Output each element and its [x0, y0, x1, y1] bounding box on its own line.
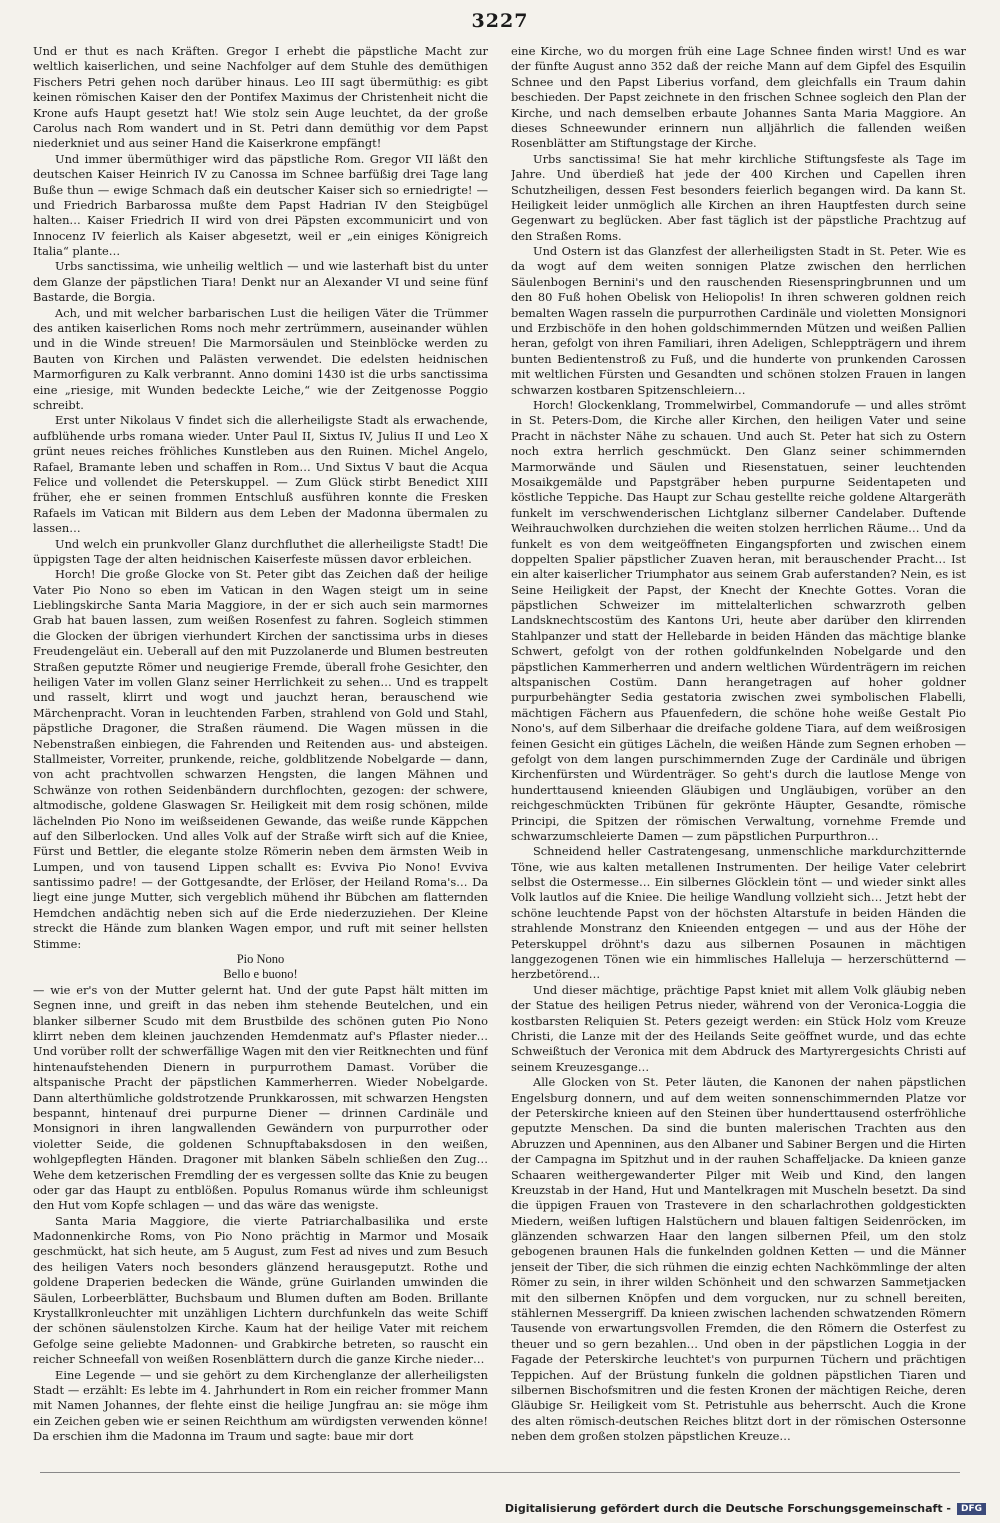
- paragraph: Urbs sanctissima, wie unheilig weltlich — und wie lasterhaft bist du unter dem Glanze der päpstlichen Tiara! Denkt nur an Alexander VI und seine fünf Bastarde, die Borgia.: [33, 259, 488, 305]
- paragraph: Ach, und mit welcher barbarischen Lust die heiligen Väter die Trümmer des antiken kaiserlichen Roms noch mehr zertrümmern, auseinander wühlen und in die Winde streuen! Die Marmorsäulen und Steinblöcke werden zu Bauten von Kirchen und Palästen verwendet. Die edelsten heidnischen Marmorfiguren zu Kalk verbrannt. Anno domini 1430 ist die urbs sanctissima eine „riesige, mit Wunden bedeckte Leiche,“ wie der Zeitgenosse Poggio schreibt.: [33, 305, 488, 412]
- right-column: [511, 44, 966, 1454]
- paragraph: Und immer übermüthiger wird das päpstliche Rom. Gregor VII läßt den deutschen Kaiser Heinrich IV zu Canossa im Schnee barfüßig drei Tage lang Buße thun — ewige Schmach daß ein deutscher Kaiser sich so erniedrigte! — und Friedrich Barbarossa mußte dem Papst Hadrian IV den Steigbügel halten… Kaiser Friedrich II wird von drei Päpsten excommunicirt und von Innocenz IV feierlich als Kaiser abgesetzt, weil er „ein einiges Königreich Italia“ plante…: [33, 151, 488, 259]
- paragraph: Horch! Die große Glocke von St. Peter gibt das Zeichen daß der heilige Vater Pio Nono so eben im Vatican in den Wagen steigt um in seine Lieblingskirche Santa Maria Maggiore, in der er sich auch sein marmornes Grab hat bauen lassen, zum weißen Rosenfest zu fahren. Sogleich stimmen die Glocken der übrigen vierhundert Kirchen der sanctissima urbs in dieses Freudengeläut ein. Ueberall auf den mit Puzzolanerde und Blumen bestreuten Straßen geputzte Römer und neugierige Fremde, überall frohe Gesichter, den heiligen Vater im vollen Glanz seiner Herrlichkeit zu sehen… Und es trappelt und rasselt, klirrt und wogt und jauchzt heran, berauschend wie Märchenpracht. Voran in leuchtenden Farben, strahlend von Gold und Stahl, päpstliche Dragoner, die Straßen räumend. Die Wagen müssen in die Nebenstraßen einbiegen, die Fahrenden und Reitenden aus- und absteigen. Stallmeister, Vorreiter, prunkende, reiche, goldblitzende Nobelgarde — dann, von acht prachtvollen schwarzen Hengsten, die langen Mähnen und Schwänze von rothen Seidenbändern durchflochten, gezogen: der schwere, altmodische, goldene Glaswagen Sr. Heiligkeit mit dem rosig schönen, milde lächelnden Pio Nono im weißseidenen Gewande, das weiße runde Käppchen auf den Silberlocken. Und alles Volk auf der Straße wirft sich auf die Kniee, Fürst und Bettler, die elegante stolze Römerin neben dem ärmsten Weib in Lumpen, und von tausend Lippen schallt es: Evviva Pio Nono! Evviva santissimo padre! — der Gottgesandte, der Erlöser, der Heiland Roma's… Da liegt eine junge Mutter, sich vergeblich mühend ihr Bübchen am flatternden Hemdchen andächtig neben sich auf die Erde niederzuziehen. Der Kleine streckt die Hände zum blanken Wagen empor, und ruft mit seiner hellsten Stimme:: [33, 567, 488, 951]
- paragraph: Erst unter Nikolaus V findet sich die allerheiligste Stadt als erwachende, aufblühende urbs romana wieder. Unter Paul II, Sixtus IV, Julius II und Leo X grünt neues reiches fröhliches Kunstleben aus den Ruinen. Michel Angelo, Rafael, Bramante leben und schaffen in Rom… Und Sixtus V baut die Acqua Felice und vollendet die Peterskuppel. — Zum Glück stirbt Benedict XIII früher, ehe er seinen frommen Entschluß ausführen konnte die Fresken Rafaels im Vatican mit Bildern aus dem Leben der Madonna übermalen zu lassen…: [33, 413, 488, 536]
- paragraph: Alle Glocken von St. Peter läuten, die Kanonen der nahen päpstlichen Engelsburg donnern, und auf dem weiten sonnenschimmernden Platze vor der Peterskirche knieen auf den Steinen über hunderttausend osterfröhliche geputzte Menschen. Da sind die bunten malerischen Trachten aus den Abruzzen und Apenninen, aus den Albaner und Sabiner Bergen und die Hirten der Campagna im Spitzhut und in der rauhen Schaffeljacke. Da knieen ganze Schaaren weithergewanderter Pilger mit Weib und Kind, den langen Kreuzstab in der Hand, Hut und Mantelkragen mit Muscheln besetzt. Da sind die üppigen Frauen von Trastevere in den scharlachrothen goldgestickten Miedern, weißen luftigen Halstüchern und blauen faltigen Seidenröcken, im glänzenden schwarzen Haar den langen silbernen Pfeil, um den stolz gebogenen braunen Hals die funkelnden goldnen Ketten — und die Männer jenseit der Tiber, die sich rühmen die einzig echten Nachkömmlinge der alten Römer zu sein, in ihrer wilden Schönheit und den schwarzen Sammetjacken mit den silbernen Knöpfen und dem vorgucken, nur zu schnell bereiten, stählernen Messergriff. Da knieen zwischen lachenden schwatzenden Römern Tausende von erwartungsvollen Fremden, die den Römern die Osterfest zu theuer und so gern bezahlen… Und oben in der päpstlichen Loggia in der Fagade der Peterskirche leuchtet's von purpurnen Tüchern und prächtigen Teppichen. Auf der Brüstung funkeln die goldnen päpstlichen Tiaren und silbernen Bischofsmitren und die festen Kronen der mächtigen Reiche, deren Gläubige Sr. Heiligkeit vom St. Petristuhle aus beherrscht. Auch die Krone des alten römisch-deutschen Reiches blitzt dort in der römischen Ostersonne neben dem großen stolzen päpstlichen Kreuze…: [511, 1075, 966, 1444]
- paragraph: Santa Maria Maggiore, die vierte Patriarchalbasilika und erste Madonnenkirche Roms, von Pio Nono prächtig in Marmor und Mosaik geschmückt, hat sich heute, am 5 August, zum Fest ad nives und zum Besuch des heiligen Vaters noch besonders glänzend herausgeputzt. Rothe und goldene Draperien bedecken die Wände, grüne Guirlanden umwinden die Säulen, Lorbeerblätter, Buchsbaum und Blumen duften am Boden. Brillante Krystallkronleuchter mit unzähligen Lichtern durchfunkeln das weite Schiff der schönen säulenstolzen Kirche. Kaum hat der heilige Vater mit reichem Gefolge seine geliebte Madonnen- und Grabkirche betreten, so rauscht ein reicher Schneefall von weißen Rosenblättern durch die ganze Kirche nieder…: [33, 1213, 488, 1367]
- paragraph: Und dieser mächtige, prächtige Papst kniet mit allem Volk gläubig neben der Statue des heiligen Petrus nieder, während von der Veronica-Loggia die kostbarsten Reliquien St. Peters gezeigt werden: ein Stück Holz vom Kreuze Christi, die Lanze mit der des Heilands Seite geöffnet wurde, und das echte Schweißtuch der Veronica mit dem Abdruck des Martyrergesichts Christi auf seinem Kreuzesgange…: [511, 982, 966, 1074]
- dfg-logo-icon: DFG: [957, 1503, 986, 1515]
- verse-line: Pio Nono: [236, 952, 285, 967]
- page-number: 3227: [471, 10, 529, 32]
- footer: [505, 1502, 986, 1515]
- paragraph: Und welch ein prunkvoller Glanz durchfluthet die allerheiligste Stadt! Die üppigsten Tage der alten heidnischen Kaiserfeste müssen davor erbleichen.: [33, 536, 488, 566]
- paragraph: Und Ostern ist das Glanzfest der allerheiligsten Stadt in St. Peter. Wie es da wogt auf dem weiten sonnigen Platze zwischen den herrlichen Säulenbogen Bernini's und den rauschenden Riesenspringbrunnen und um den 80 Fuß hohen Obelisk von Heliopolis! In ihren schweren goldnen reich bemalten Wagen rasseln die purpurrothen Cardinäle und violetten Monsignori und Erzbischöfe in den hohen goldschimmernden Mützen und weißen Pallien heran, gefolgt von ihren Familiari, ihren Adeligen, Schleppträgern und ihrem bunten Bedientenstroß zu Fuß, und die hunderte von prunkenden Carossen mit weltlichen Fürsten und Gesandten und schönen stolzen Frauen in langen schwarzen kostbaren Spitzenschleiern…: [511, 244, 966, 397]
- paragraph: Schneidend heller Castratengesang, unmenschliche markdurchzitternde Töne, wie aus kalten metallenen Instrumenten. Der heilige Vater celebrirt selbst die Ostermesse… Ein silbernes Glöcklein tönt — und wieder sinkt alles Volk lautlos auf die Kniee. Die heilige Wandlung vollzieht sich… Jetzt hebt der schöne leuchtende Papst von der höchsten Altarstufe in beiden Händen die strahlende Monstranz den Knieenden entgegen — und aus der Höhe der Peterskuppel dröhnt's dazu aus silbernen Posaunen in mächtigen langgezogenen Tönen wie ein himmlisches Halleluja — herzerschütternd — herzbetörend…: [511, 844, 966, 982]
- paragraph: Horch! Glockenklang, Trommelwirbel, Commandorufe — und alles strömt in St. Peters-Dom, die Kirche aller Kirchen, den heiligen Vater und seine Pracht in nächster Nähe zu schauen. Und auch St. Peter hat sich zu Ostern noch extra herrlich geschmückt. Den Glanz seiner schimmernden Marmorwände und Säulen und Riesenstatuen, seiner leuchtenden Mosaikgemälde und Papstgräber heben purpurne Seidentapeten und köstliche Teppiche. Das Haupt zur Schau gestellte reiche goldene Altargeräth funkelt im verschwenderischen Lichtglanz silberner Candelaber. Duftende Weihrauchwolken durchziehen die weiten stolzen herrlichen Räume… Und da funkelt es von dem weitgeöffneten Eingangspforten und zwischen einem doppelten Spalier päpstlicher Zuaven heran, mit berauschender Pracht… Ist ein alter kaiserlicher Triumphator aus seinem Grab auferstanden? Nein, es ist Seine Heiligkeit der Papst, der Knecht der Knechte Gottes. Voran die päpstlichen Schweizer im mittelalterlichen schwarzroth gelben Landsknechtscostüm des Kantons Uri, heute aber darüber den klirrenden Stahlpanzer und statt der Hellebarde in beiden Händen das mächtige blanke Schwert, gefolgt von der rothen goldfunkelnden Nobelgarde und den päpstlichen Kammerherren und andern weltlichen Würdenträgern im reichen altspanischen Costüm. Dann herangetragen auf hoher goldner purpurbehängter Sedia gestatoria zwischen zwei symbolischen Flabelli, mächtigen Fächern aus Pfauenfedern, die schöne hohe weiße Gestalt Pio Nono's, auf dem Silberhaar die dreifache goldene Tiara, auf dem weißrosigen feinen Gesicht ein gütiges Lächeln, die weißen Hände zum Segnen erhoben — gefolgt von dem langen purschimmernden Zuge der Cardinäle und übrigen Kirchenfürsten und Würdenträger. So geht's durch die lautlose Menge von hunderttausend knieenden Gläubigen und Ungläubigen, vorüber an den reichgeschmückten Tribünen für gekrönte Häupter, Gesandte, römische Principi, die Spitzen der römischen Verwaltung, vornehme Fremde und schwarzumschleierte Damen — zum päpstlichen Purpurthron…: [511, 397, 966, 843]
- footer-text: Digitalisierung gefördert durch die Deutsche Forschungsgemeinschaft -: [504, 1502, 951, 1515]
- paragraph: — wie er's von der Mutter gelernt hat. Und der gute Papst hält mitten im Segnen inne, und greift in das neben ihm stehende Beutelchen, und ein blanker silberner Scudo mit dem Brustbilde des schönen guten Pio Nono klirrt neben dem kleinen jauchzenden Hemdenmatz auf's Pflaster nieder… Und vorüber rollt der schwerfällige Wagen mit den vier Reitknechten und fünf hintenaufstehenden Dienern in purpurrothem Damast. Vorüber die altspanische Pracht der päpstlichen Kammerherren. Wieder Nobelgarde. Dann alterthümliche goldstrotzende Prunkkarossen, mit schwarzen Hengsten bespannt, hintenauf drei purpurne Diener — drinnen Cardinäle und Monsignori in ihren langwallenden Gewändern von purpurrother oder violetter Seide, die goldenen Schnupftabaksdosen in den weißen, wohlgepflegten Händen. Dragoner mit blanken Säbeln schließen den Zug… Wehe dem ketzerischen Fremdling der es vergessen sollte das Knie zu beugen oder gar das Haupt zu entblößen. Populus Romanus würde ihm schleunigst den Hut vom Kopfe schlagen — und das wäre das wenigste.: [33, 982, 488, 1213]
- paragraph: Urbs sanctissima! Sie hat mehr kirchliche Stiftungsfeste als Tage im Jahre. Und überdieß hat jede der 400 Kirchen und Capellen ihren Schutzheiligen, dessen Fest besonders feierlich begangen wird. Da kann St. Heiligkeit leider unmöglich alle Kirchen an ihren Hauptfesten durch seine Gegenwart zu beglücken. Aber fast täglich ist der päpstliche Prachtzug auf den Straßen Roms.: [511, 151, 966, 243]
- footer-divider: [40, 1472, 960, 1473]
- left-column: [33, 44, 488, 1454]
- verse-line: Bello e buono!: [223, 967, 298, 982]
- paragraph: eine Kirche, wo du morgen früh eine Lage Schnee finden wirst! Und es war der fünfte August anno 352 daß der reiche Mann auf dem Gipfel des Esquilin Schnee und den Papst Liberius vorfand, dem gleichfalls ein Traum dahin beschieden. Der Papst zeichnete in den frischen Schnee sogleich den Plan der Kirche, und nach demselben erbaute Johannes Santa Maria Maggiore. An dieses Schneewunder erinnern nun alljährlich die fallenden weißen Rosenblätter am Stiftungstage der Kirche.: [511, 44, 966, 151]
- paragraph: Und er thut es nach Kräften. Gregor I erhebt die päpstliche Macht zur weltlich kaiserlichen, und seine Nachfolger auf dem Stuhle des demüthigen Fischers Petri gehen noch darüber hinaus. Leo III sagt übermüthig: es gibt keinen römischen Kaiser den der Pontifex Maximus der Christenheit nicht die Krone aufs Haupt gesetzt hat! Wie stolz sein Auge leuchtet, da der große Carolus nach Rom wandert und in St. Petri dann demüthig vor dem Papst niederkniet und aus seiner Hand die Kaiserkrone empfängt!: [33, 44, 488, 151]
- paragraph: Eine Legende — und sie gehört zu dem Kirchenglanze der allerheiligsten Stadt — erzählt: Es lebte im 4. Jahrhundert in Rom ein reicher frommer Mann mit Namen Johannes, der flehte einst die heilige Jungfrau an: sie möge ihm ein Zeichen geben wie er seinen Reichthum am würdigsten verwenden könne! Da erschien ihm die Madonna im Traum und sagte: baue mir dort: [33, 1367, 488, 1444]
